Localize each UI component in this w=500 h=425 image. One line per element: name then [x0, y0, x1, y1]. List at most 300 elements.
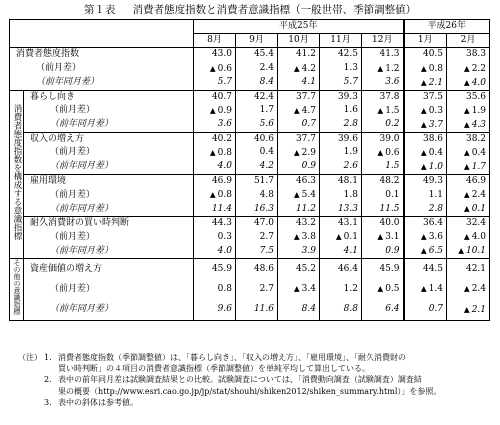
value-cell: [320, 279, 362, 300]
value-text: 1.8: [343, 189, 358, 200]
value-text: 38.3: [465, 49, 487, 60]
header-year-2: 平成26年: [404, 20, 490, 34]
row-label: （前月差）: [50, 147, 96, 158]
table-row: [10, 160, 490, 175]
table-row: [10, 217, 490, 231]
negative-triangle-icon: ▲: [293, 190, 300, 200]
value-text: 2.9: [301, 147, 316, 158]
value-text: 0.2: [385, 119, 400, 130]
section-label: 消費者態度指数: [16, 49, 80, 60]
value-text: 0.4: [428, 147, 444, 158]
note-line: [18, 386, 493, 397]
table-body: [10, 48, 490, 321]
value-text: 6.5: [428, 246, 444, 257]
note-number: [44, 363, 58, 374]
value-text: 10.1: [465, 246, 487, 257]
value-text: 4.1: [343, 245, 358, 256]
value-text: 45.4: [253, 49, 274, 60]
value-cell: [320, 132, 362, 146]
table-row: [10, 188, 490, 202]
value-text: 4.8: [259, 189, 274, 200]
value-cell: [236, 62, 278, 76]
negative-triangle-icon: ▲: [463, 190, 470, 200]
negative-triangle-icon: ▲: [377, 63, 384, 73]
value-text: 43.0: [211, 49, 232, 60]
row-label: （前年同月差）: [50, 245, 114, 256]
note-text: 果の概要（http://www.esri.cao.go.jp/jp/stat/shouhi/shiken2012/shiken_summary.html）」を参照。: [58, 386, 442, 396]
value-cell: [320, 48, 362, 62]
table-title-text: 消費者態度指数と消費者意識指標（一般世帯、季節調整値）: [132, 4, 417, 16]
value-cell: [404, 90, 447, 104]
negative-triangle-icon: ▲: [293, 63, 300, 73]
table-number: 第１表: [83, 4, 116, 16]
negative-triangle-icon: ▲: [458, 246, 464, 256]
value-text: 11.4: [211, 203, 232, 214]
value-text: 0.5: [385, 284, 400, 295]
value-cell: [236, 174, 278, 188]
value-text: 0.1: [471, 204, 487, 215]
value-cell: [194, 146, 236, 160]
value-cell: [320, 244, 362, 259]
value-cell: [194, 160, 236, 175]
value-cell: [278, 132, 320, 146]
negative-triangle-icon: ▲: [463, 161, 470, 171]
value-text: 36.4: [422, 218, 444, 229]
value-cell: [447, 146, 490, 160]
table-notes: [18, 352, 493, 408]
value-text: 1.2: [343, 283, 358, 294]
negative-triangle-icon: ▲: [463, 63, 470, 73]
value-text: 32.4: [465, 218, 487, 229]
note-prefix: [18, 386, 44, 397]
value-cell: [404, 244, 447, 259]
side-label-other-text: その他の意識指標: [13, 259, 21, 316]
header-corner: [10, 20, 194, 48]
value-text: 46.3: [295, 176, 316, 187]
value-cell: [320, 230, 362, 244]
value-cell: [194, 90, 236, 104]
side-label-main: [10, 90, 24, 259]
value-cell: [404, 48, 447, 62]
negative-triangle-icon: ▲: [463, 119, 470, 129]
value-cell: [236, 279, 278, 300]
negative-triangle-icon: ▲: [463, 105, 470, 115]
value-text: 41.3: [379, 49, 400, 60]
note-number: 3.: [44, 397, 52, 407]
negative-triangle-icon: ▲: [420, 147, 427, 157]
value-cell: [236, 104, 278, 118]
value-cell: [404, 118, 447, 133]
value-cell: [447, 230, 490, 244]
value-cell: [404, 132, 447, 146]
value-cell: [362, 76, 404, 91]
value-cell: [404, 259, 447, 279]
value-text: 2.4: [471, 190, 487, 201]
value-text: 49.3: [422, 176, 444, 187]
row-label: （前月差）: [50, 105, 96, 116]
value-cell: [362, 244, 404, 259]
value-text: 11.6: [253, 304, 274, 315]
row-label: （前年同月差）: [50, 161, 114, 172]
value-text: 45.9: [211, 263, 232, 274]
value-cell: [447, 76, 490, 91]
value-cell: [362, 160, 404, 175]
note-line: [18, 363, 493, 374]
value-text: 0.8: [217, 147, 232, 158]
value-cell: [320, 76, 362, 91]
value-cell: [320, 202, 362, 217]
value-cell: [194, 48, 236, 62]
value-text: 0.3: [217, 231, 232, 242]
negative-triangle-icon: ▲: [420, 63, 427, 73]
value-text: 2.8: [343, 119, 358, 130]
value-text: 3.6: [217, 119, 232, 130]
section-label: 耐久消費財の買い時判断: [30, 218, 130, 229]
value-text: 1.1: [428, 189, 444, 200]
value-text: 4.2: [259, 161, 274, 172]
value-cell: [236, 188, 278, 202]
note-prefix: [18, 363, 44, 374]
header-month: 1月: [404, 34, 447, 48]
value-text: 40.0: [379, 218, 400, 229]
value-cell: [236, 217, 278, 231]
value-text: 2.4: [471, 284, 487, 295]
value-cell: [320, 259, 362, 279]
table-row: [10, 48, 490, 62]
negative-triangle-icon: ▲: [377, 232, 384, 242]
row-label: （前月差）: [50, 231, 96, 242]
value-cell: [236, 48, 278, 62]
negative-triangle-icon: ▲: [293, 284, 300, 294]
value-cell: [447, 299, 490, 320]
value-cell: [362, 90, 404, 104]
row-label: （前月差）: [36, 63, 82, 74]
table-row: [10, 279, 490, 300]
negative-triangle-icon: ▲: [335, 232, 342, 242]
value-text: 11.2: [295, 203, 316, 214]
value-cell: [194, 174, 236, 188]
value-text: 2.2: [471, 63, 487, 74]
negative-triangle-icon: ▲: [293, 232, 300, 242]
note-text: 表中の斜体は参考値。: [58, 397, 138, 407]
value-cell: [278, 146, 320, 160]
negative-triangle-icon: ▲: [377, 105, 384, 115]
value-cell: [278, 76, 320, 91]
side-label-main-text: 消費者態度指数を構成する意識指標: [12, 103, 22, 240]
table-row: [10, 174, 490, 188]
value-cell: [278, 279, 320, 300]
value-cell: [278, 160, 320, 175]
value-cell: [404, 188, 447, 202]
value-text: 44.3: [211, 218, 232, 229]
value-text: 46.9: [465, 176, 487, 187]
value-text: 1.5: [385, 105, 400, 116]
value-cell: [447, 174, 490, 188]
value-text: 7.5: [259, 245, 274, 256]
value-text: 46.9: [211, 176, 232, 187]
value-text: 8.8: [343, 304, 358, 315]
value-text: 3.7: [428, 119, 444, 130]
row-label: （前年同月差）: [50, 304, 114, 315]
negative-triangle-icon: ▲: [420, 161, 427, 171]
value-text: 1.9: [471, 105, 487, 116]
value-text: 2.6: [343, 161, 358, 172]
value-text: 1.7: [259, 105, 274, 116]
negative-triangle-icon: ▲: [463, 204, 470, 214]
value-text: 38.6: [422, 133, 444, 144]
value-text: 45.2: [295, 263, 316, 274]
value-text: 0.7: [428, 304, 444, 315]
value-text: 0.1: [343, 232, 358, 243]
value-text: 43.1: [337, 218, 358, 229]
value-cell: [362, 48, 404, 62]
negative-triangle-icon: ▲: [420, 105, 427, 115]
value-cell: [236, 202, 278, 217]
value-text: 37.5: [422, 91, 444, 102]
value-cell: [404, 104, 447, 118]
value-cell: [194, 244, 236, 259]
value-cell: [278, 174, 320, 188]
value-text: 5.6: [259, 119, 274, 130]
value-cell: [362, 174, 404, 188]
value-cell: [236, 244, 278, 259]
table-row: [10, 118, 490, 133]
value-text: 1.2: [385, 63, 400, 74]
value-cell: [404, 230, 447, 244]
value-text: 5.4: [301, 190, 316, 201]
value-cell: [362, 188, 404, 202]
value-cell: [404, 160, 447, 175]
value-text: 6.4: [385, 304, 400, 315]
value-cell: [447, 118, 490, 133]
negative-triangle-icon: ▲: [420, 232, 427, 242]
value-text: 0.8: [217, 190, 232, 201]
value-cell: [278, 188, 320, 202]
value-cell: [236, 146, 278, 160]
value-cell: [194, 132, 236, 146]
negative-triangle-icon: ▲: [293, 147, 300, 157]
negative-triangle-icon: ▲: [209, 63, 216, 73]
value-text: 40.7: [211, 91, 232, 102]
value-text: 2.8: [428, 203, 444, 214]
value-cell: [320, 174, 362, 188]
value-cell: [278, 104, 320, 118]
value-cell: [447, 259, 490, 279]
note-prefix: [18, 397, 44, 408]
section-label: 資産価値の増え方: [30, 263, 103, 274]
value-cell: [362, 104, 404, 118]
value-cell: [447, 188, 490, 202]
value-cell: [236, 76, 278, 91]
value-cell: [236, 132, 278, 146]
value-cell: [404, 174, 447, 188]
value-text: 4.0: [471, 232, 487, 243]
value-cell: [447, 160, 490, 175]
value-cell: [278, 118, 320, 133]
value-cell: [194, 202, 236, 217]
table-row: [10, 132, 490, 146]
note-text: 買い時判断」の４項目の消費者意識指標（季節調整値）を単純平均して算出している。: [58, 364, 370, 374]
value-cell: [447, 202, 490, 217]
value-text: 43.2: [295, 218, 316, 229]
value-text: 42.4: [253, 91, 274, 102]
value-text: 11.5: [379, 203, 400, 214]
value-cell: [278, 202, 320, 217]
consumer-confidence-table: [9, 19, 490, 321]
note-prefix: （注）: [18, 353, 42, 362]
negative-triangle-icon: ▲: [209, 190, 216, 200]
value-cell: [320, 160, 362, 175]
table-row: [10, 244, 490, 259]
table-title: [0, 2, 500, 17]
value-text: 0.4: [471, 147, 487, 158]
value-text: 4.0: [217, 161, 232, 172]
value-cell: [278, 244, 320, 259]
note-line: [18, 397, 493, 408]
value-cell: [194, 104, 236, 118]
header-row-years: [10, 20, 490, 34]
value-text: 0.6: [385, 147, 400, 158]
value-cell: [447, 90, 490, 104]
value-cell: [320, 118, 362, 133]
note-line: [18, 374, 493, 385]
negative-triangle-icon: ▲: [420, 284, 427, 294]
value-cell: [236, 90, 278, 104]
value-cell: [447, 132, 490, 146]
negative-triangle-icon: ▲: [420, 77, 427, 87]
value-text: 8.4: [259, 77, 274, 88]
negative-triangle-icon: ▲: [209, 105, 216, 115]
value-text: 8.4: [301, 304, 316, 315]
value-cell: [320, 217, 362, 231]
note-text: 消費者態度指数（季節調整値）は、「暮らし向き」、「収入の増え方」、「雇用環境」、「耐久消費財の: [58, 353, 406, 362]
value-cell: [194, 279, 236, 300]
value-cell: [447, 279, 490, 300]
value-cell: [447, 217, 490, 231]
value-cell: [320, 62, 362, 76]
value-cell: [404, 279, 447, 300]
value-text: 3.6: [385, 77, 400, 88]
note-prefix: [18, 374, 44, 385]
value-text: 9.6: [217, 304, 232, 315]
table-row: [10, 299, 490, 320]
value-text: 4.1: [301, 77, 316, 88]
value-cell: [278, 62, 320, 76]
value-cell: [236, 299, 278, 320]
value-text: 3.1: [385, 232, 400, 243]
negative-triangle-icon: ▲: [293, 105, 300, 115]
negative-triangle-icon: ▲: [463, 77, 470, 87]
value-text: 0.9: [301, 161, 316, 172]
value-cell: [362, 146, 404, 160]
value-cell: [236, 118, 278, 133]
value-text: 40.5: [422, 49, 444, 60]
value-cell: [447, 104, 490, 118]
value-text: 1.7: [471, 161, 487, 172]
row-label: （前年同月差）: [50, 119, 114, 130]
value-cell: [236, 160, 278, 175]
value-text: 16.3: [253, 203, 274, 214]
value-text: 0.9: [385, 245, 400, 256]
value-cell: [404, 202, 447, 217]
value-text: 2.1: [471, 304, 487, 315]
value-cell: [278, 259, 320, 279]
value-cell: [278, 48, 320, 62]
value-cell: [447, 62, 490, 76]
value-text: 44.5: [422, 263, 444, 274]
header-month: 9月: [236, 34, 278, 48]
negative-triangle-icon: ▲: [377, 147, 384, 157]
value-cell: [320, 188, 362, 202]
value-text: 1.6: [343, 105, 358, 116]
value-text: 3.6: [428, 232, 444, 243]
value-text: 39.6: [337, 133, 358, 144]
value-cell: [194, 188, 236, 202]
value-cell: [194, 259, 236, 279]
negative-triangle-icon: ▲: [420, 119, 427, 129]
value-cell: [194, 217, 236, 231]
section-label: 収入の増え方: [30, 133, 85, 144]
table-row: [10, 146, 490, 160]
value-cell: [278, 217, 320, 231]
value-cell: [278, 299, 320, 320]
value-cell: [362, 230, 404, 244]
value-cell: [194, 62, 236, 76]
value-text: 4.2: [301, 63, 316, 74]
value-cell: [320, 90, 362, 104]
value-cell: [404, 76, 447, 91]
table-row: [10, 259, 490, 279]
value-cell: [362, 62, 404, 76]
negative-triangle-icon: ▲: [463, 284, 470, 294]
value-cell: [236, 230, 278, 244]
value-cell: [278, 90, 320, 104]
table-row: [10, 90, 490, 104]
note-line: [18, 352, 493, 363]
value-cell: [404, 217, 447, 231]
table-row: [10, 62, 490, 76]
value-text: 48.2: [379, 176, 400, 187]
value-text: 37.7: [295, 91, 316, 102]
value-cell: [404, 299, 447, 320]
value-text: 1.3: [343, 63, 358, 74]
value-text: 0.9: [217, 105, 232, 116]
header-year-1: 平成25年: [194, 20, 404, 34]
value-text: 1.4: [428, 284, 444, 295]
value-text: 0.8: [217, 283, 232, 294]
value-text: 51.7: [253, 176, 274, 187]
row-label: （前月差）: [50, 189, 96, 200]
value-text: 4.7: [301, 105, 316, 116]
value-text: 2.7: [259, 283, 274, 294]
value-cell: [404, 146, 447, 160]
note-number: [44, 386, 58, 397]
value-text: 0.3: [428, 105, 444, 116]
value-text: 45.9: [379, 263, 400, 274]
value-cell: [320, 146, 362, 160]
value-cell: [194, 76, 236, 91]
table-row: [10, 76, 490, 91]
value-cell: [194, 118, 236, 133]
value-text: 42.5: [337, 49, 358, 60]
note-number: 1.: [44, 353, 52, 362]
value-text: 37.8: [379, 91, 400, 102]
value-text: 38.2: [465, 133, 487, 144]
note-text: 表中の前年同月差は試験調査結果との比較。試験調査については、「消費動向調査（試験調査）調査結: [58, 375, 422, 385]
row-label: （前年同月差）: [36, 77, 100, 88]
value-cell: [194, 230, 236, 244]
value-text: 3.8: [301, 232, 316, 243]
